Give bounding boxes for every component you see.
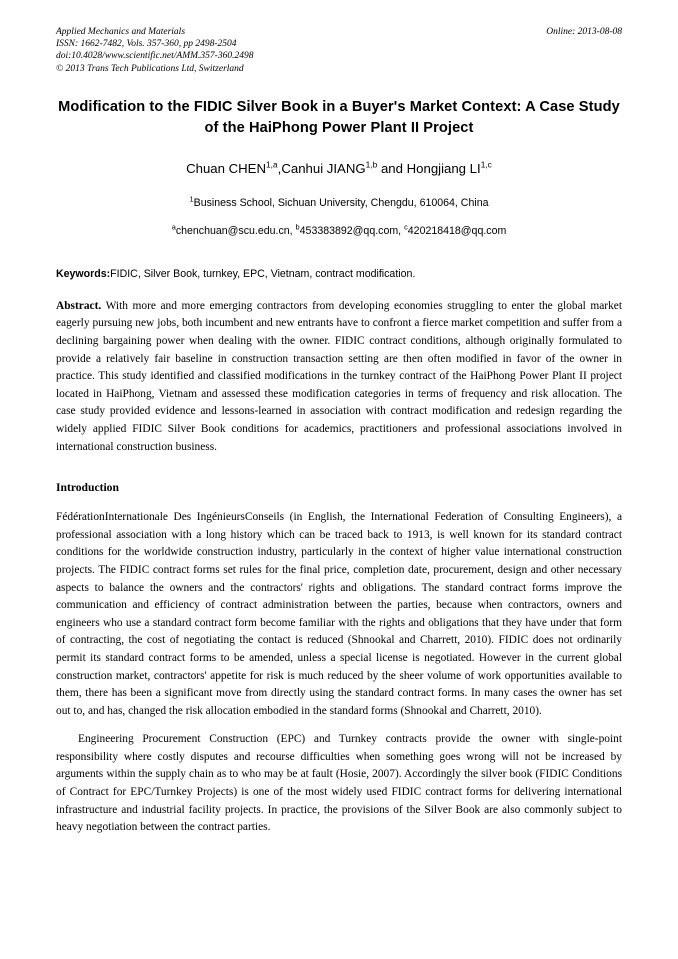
affiliation-text: Business School, Sichuan University, Chengdu, 610064, China bbox=[193, 196, 489, 209]
keywords-value: FIDIC, Silver Book, turnkey, EPC, Vietnam, contract modification. bbox=[110, 267, 416, 280]
email-b[interactable]: 453383892@qq.com, bbox=[299, 224, 405, 237]
abstract bbox=[56, 298, 622, 456]
introduction-paragraph-2: Engineering Procurement Construction (EPC) and Turnkey contracts provide the owner with single-point responsibility where costly disputes and recourse difficulties when something goes wrong will not be increased by arguments within the supply chain as to who may be at fault (Hosie, 2007). Accordingly the silver book (FIDIC Conditions of Contract for EPC/Turnkey Projects) is one of the most widely used FIDIC contract forms for delivering international infrastructure and industrial facility projects. In practice, the provisions of the Silver Book are also commonly subject to heavy negotiation between the contract parties. bbox=[56, 733, 622, 834]
author-list bbox=[56, 160, 622, 178]
email-c-marker: c bbox=[404, 222, 408, 232]
issn-volume: ISSN: 1662-7482, Vols. 357-360, pp 2498-2504 bbox=[56, 39, 237, 50]
email-list bbox=[56, 224, 622, 239]
doi: doi:10.4028/www.scientific.net/AMM.357-360.2498 bbox=[56, 51, 254, 62]
page-header bbox=[56, 26, 622, 75]
affiliation-marker: 1 bbox=[189, 194, 194, 204]
author-3-name: and Hongjiang LI bbox=[377, 160, 481, 176]
keywords bbox=[56, 267, 622, 281]
introduction-paragraph-1: FédérationInternationale Des IngénieursConseils (in English, the International Federation of Consulting Engineers), a professional association with a long history which can be traced back to 1913, is well known for its standard contract conditions for the worldwide construction industry, particularly in the context of higher value international construction projects. The FIDIC contract forms set rules for the final price, completion date, procurement, design and other necessary aspects to balance the owners and the contractors' rights and obligations. The standard contract forms improve the communication and efficiency of contract administration between the parties, because when contractors, owners and engineers who use a standard contract form become familiar with the rights and obligations that they have under that form of contracting, the cost of negotiating the contact is reduced (Shnookal and Charrett, 2010). FIDIC does not ordinarily permit its standard contract forms to be amended, unless a special license is negotiated. However in the current global construction market, contractors' appetite for risk is much reduced by the sheer volume of work opportunities available to them, there has been a significant move from directly using the standard contract forms. In many cases the owner has set out to, and has, changed the risk allocation embodied in the standard forms (Shnookal and Charrett, 2010). bbox=[56, 511, 622, 717]
email-c[interactable]: 420218418@qq.com bbox=[407, 224, 507, 237]
author-2-affil-marker: 1,b bbox=[365, 159, 378, 170]
affiliation bbox=[56, 196, 622, 211]
email-a-marker: a bbox=[171, 222, 176, 232]
journal-name: Applied Mechanics and Materials bbox=[56, 27, 186, 37]
page-title: Modification to the FIDIC Silver Book in a Buyer's Market Context: A Case Study of the HaiPhong Power Plant II Project bbox=[58, 98, 620, 136]
author-1-affil-marker: 1,a bbox=[266, 159, 278, 170]
abstract-text: With more and more emerging contractors from developing economies struggling to enter the global market eagerly pursuing new jobs, both incumbent and new entrants have to confront a fierce market competition and suffer from a declining bargaining power when dealing with the owner. FIDIC contract conditions, although originally formulated to provide a relatively fair baseline in construction transaction setting are then often modified in favor of the owner in practice. This study identified and classified modifications in the turnkey contract of the HaiPhong Power Plant II project located in HaiPhong, Vietnam and assessed these modification categories in terms of frequency and risk allocation. The case study provided evidence and lessons-learned in association with contract modification and redesign regarding the widely applied FIDIC Silver Book conditions for academics, practitioners and professional associations involved in international construction business. bbox=[56, 299, 622, 453]
introduction-heading: Introduction bbox=[56, 481, 119, 495]
keywords-label: Keywords: bbox=[56, 267, 111, 280]
abstract-label: Abstract. bbox=[56, 299, 102, 312]
email-b-marker: b bbox=[295, 222, 300, 232]
copyright: © 2013 Trans Tech Publications Ltd, Switzerland bbox=[56, 63, 244, 74]
online-date-text: Online: 2013-08-08 bbox=[546, 27, 622, 37]
journal-info bbox=[56, 26, 253, 75]
author-1-name: Chuan CHEN bbox=[186, 160, 267, 176]
author-3-affil-marker: 1,c bbox=[480, 159, 492, 170]
online-date bbox=[546, 26, 622, 38]
author-2-name: ,Canhui JIANG bbox=[277, 160, 366, 176]
email-a[interactable]: chenchuan@scu.edu.cn, bbox=[175, 224, 296, 237]
